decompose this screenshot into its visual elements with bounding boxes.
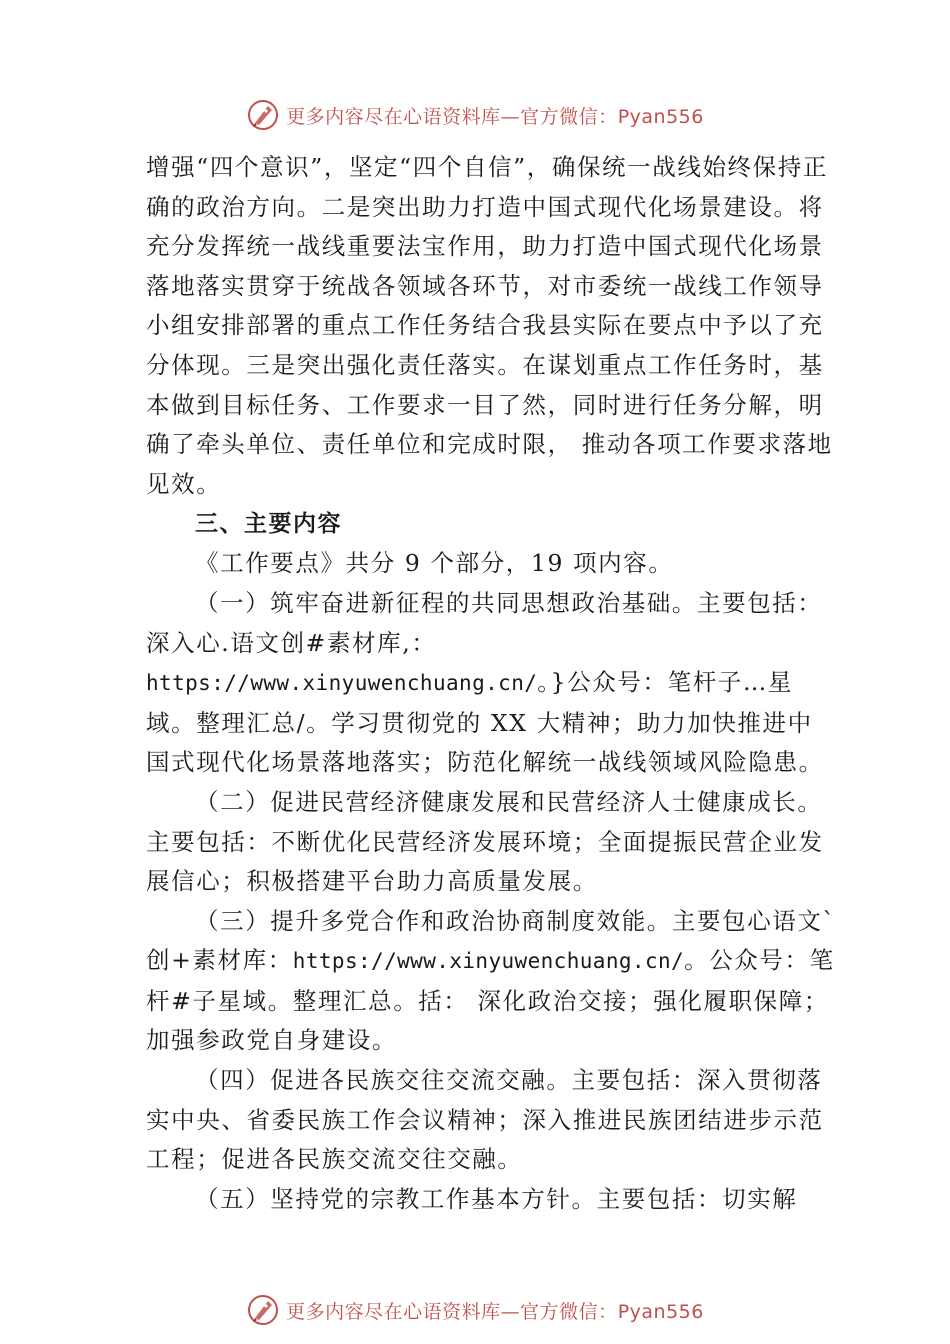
watermark-account: Pyan556 [617, 105, 704, 128]
watermark-label: 官方微信： [520, 1300, 618, 1323]
paragraph-item-1 [146, 584, 836, 783]
watermark-separator: — [500, 105, 521, 128]
paragraph-item-3 [146, 902, 836, 1061]
watermark-account: Pyan556 [617, 1300, 704, 1323]
paragraph-item-2: （二）促进民营经济健康发展和民营经济人士健康成长。主要包括：不断优化民营经济发展环境；全面提振民营企业发展信心；积极搭建平台助力高质量发展。 [146, 787, 824, 896]
watermark-brand: 更多内容尽在心语资料库 [286, 105, 501, 128]
paragraph-intro: 《工作要点》共分 9 个部分，19 项内容。 [195, 549, 674, 578]
item-1-text-a: （一）筑牢奋进新征程的共同思想政治基础。主要包括：深入心.语文创#素材库,： [146, 588, 823, 657]
paragraph-item-4: （四）促进各民族交往交流交融。主要包括：深入贯彻落实中央、省委民族工作会议精神；深入推进民族团结进步示范工程；促进各民族交流交往交融。 [146, 1066, 824, 1174]
header-watermark [0, 95, 950, 135]
item-3-text-b: 。公众号：笔杆#子星域。整理汇总。括： 深化政治交接；强化履职保障；加强参政党自身建设。 [146, 946, 835, 1055]
watermark-label: 官方微信： [520, 105, 618, 128]
item-3-text-a: （三）提升多党合作和政治协商制度效能。主要包心语文`创+素材库： [146, 906, 836, 975]
document-body [146, 148, 836, 1219]
watermark-separator: — [500, 1300, 521, 1323]
item-3-url: https://www.xinyuwenchuang.cn/ [292, 949, 685, 974]
item-1-url: https://www.xinyuwenchuang.cn/ [146, 671, 538, 696]
watermark-brand: 更多内容尽在心语资料库 [286, 1300, 501, 1323]
section-heading-main-content: 三、主要内容 [195, 511, 342, 538]
pen-nib-logo-icon [246, 98, 280, 132]
paragraph-continued: 增强“四个意识”，坚定“四个自信”，确保统一战线始终保持正确的政治方向。二是突出助力打造中国式现代化场景建设。将充分发挥统一战线重要法宝作用，助力打造中国式现代化场景落地落实贯穿于统战各领域各环节，对市委统一战线工作领导小组安排部署的重点工作任务结合我县实际在要点中予以了充分体现。三是突出强化责任落实。在谋划重点工作任务时，基本做到目标任务、工作要求一目了然，同时进行任务分解，明确了牵头单位、责任单位和完成时限， 推动各项工作要求落地见效。 [146, 153, 833, 498]
footer-watermark [0, 1290, 950, 1330]
pen-nib-logo-icon [246, 1293, 280, 1327]
paragraph-item-5: （五）坚持党的宗教工作基本方针。主要包括：切实解 [195, 1184, 798, 1213]
watermark-text [286, 1297, 704, 1324]
item-1-text-b: 。}公众号：笔杆子…星域。整理汇总/。学习贯彻党的 XX 大精神；助力加快推进中国式现代化场景落地落实；防范化解统一战线领域风险隐患。 [146, 668, 824, 777]
watermark-text [286, 102, 704, 129]
